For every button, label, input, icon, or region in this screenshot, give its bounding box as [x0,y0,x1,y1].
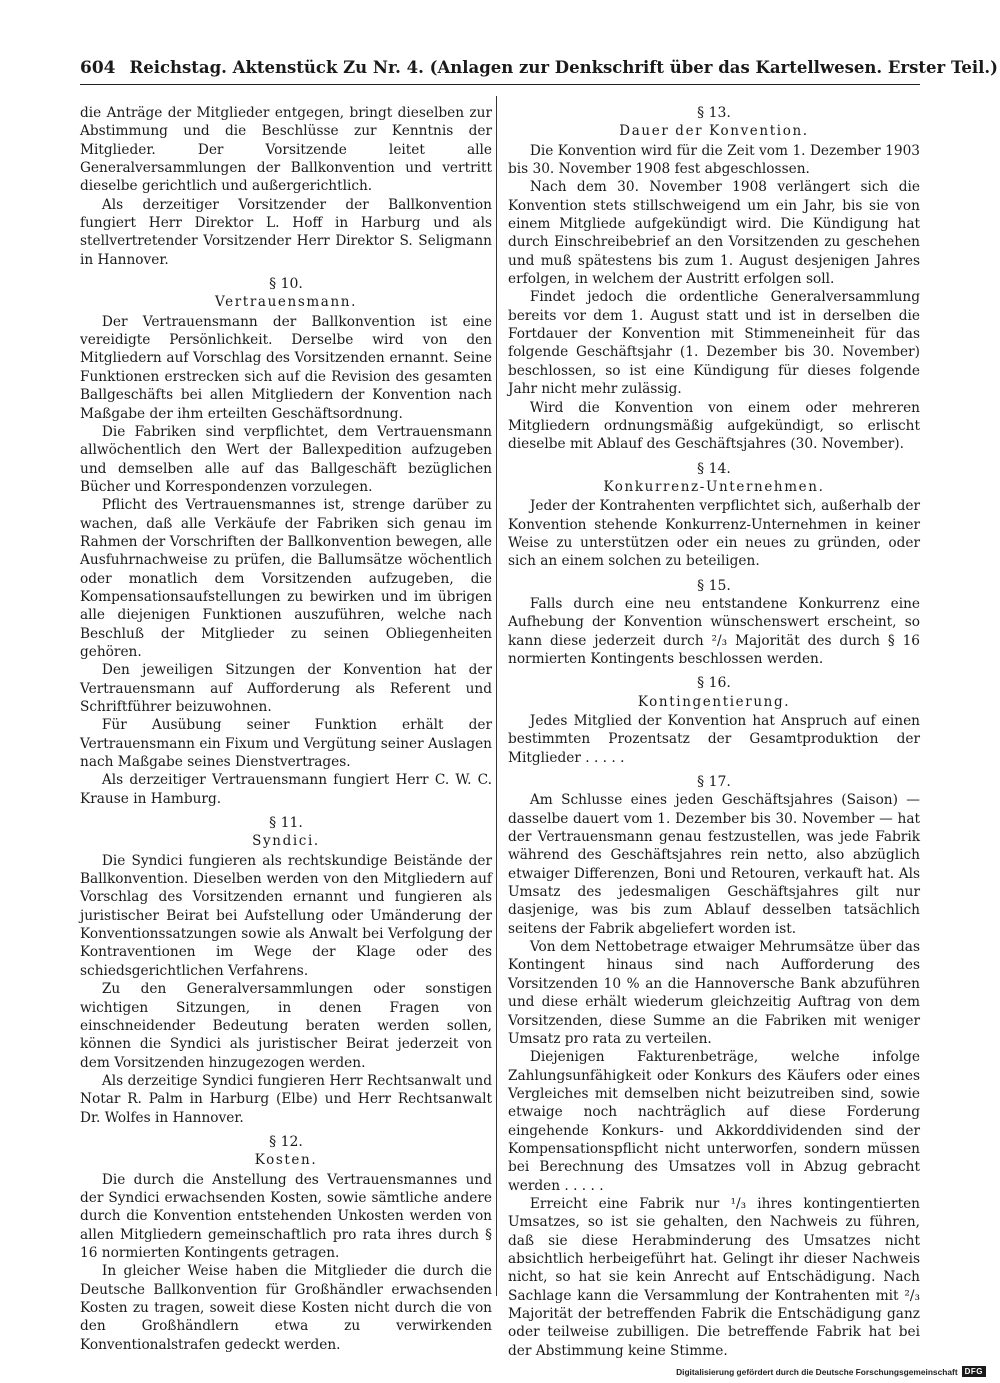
page-number: 604 [80,58,116,78]
section-title: Kontingentierung. [637,693,791,710]
section-title: Vertrauensmann. [214,294,358,311]
paragraph: Pflicht des Vertrauensmannes ist, strenge darüber zu wachen, daß alle Verkäufe der Fabriken sich genau im Rahmen der Vorschriften der Ballkonvention bewegen, alle Ausfuhrnachweise zu prüfen, die Ballumsätze wöchentlich oder monatlich dem Vorsitzenden aufzugeben, die Kompensationsaufstellungen zu bewirken und im übrigen alle diejenigen Funktionen auszuführen, welche nach Beschluß der Mitglieder zu seinen Obliegenheiten gehören. [80,497,492,660]
section-number: § 13. [697,105,731,121]
paragraph: Jeder der Kontrahenten verpflichtet sich, außerhalb der Konvention stehende Konkurrenz-Unternehmen in keiner Weise zu unterstützen oder ein neues zu gründen, oder sich an einem solchen zu beteiligen. [508,498,920,570]
right-column [508,104,920,1360]
section-number: § 17. [697,774,731,791]
section-number: § 14. [697,460,731,477]
section-title: Dauer der Konvention. [619,123,809,140]
section-title: Konkurrenz-Unternehmen. [603,478,825,495]
paragraph: Zu den Generalversammlungen oder sonstigen wichtigen Sitzungen, in denen Fragen von einschneidender Bedeutung beraten werden sollen, können die Syndici als juristischer Beirat jederzeit von dem Vorsitzenden hinzugezogen werden. [80,981,492,1071]
section-number: § 12. [269,1133,303,1150]
paragraph: Von dem Nettobetrage etwaiger Mehrumsätze über das Kontingent hinaus sind nach Aufforderung des Vorsitzenden 10 % an die Hannoversche Bank abzuführen und diese erhält wiederum gleichzeitig Auftrag von dem Vorsitzenden, diese Summe an die Fabriken mit weniger Umsatz pro rata zu verteilen. [508,939,920,1047]
section-heading-14 [508,460,920,497]
dfg-logo: DFG [962,1366,986,1377]
section-heading-17 [508,773,920,791]
paragraph: Den jeweiligen Sitzungen der Konvention hat der Vertrauensmann auf Aufforderung als Referent und Schriftführer beizuwohnen. [80,662,492,715]
paragraph: Als derzeitiger Vertrauensmann fungiert Herr C. W. C. Krause in Hamburg. [80,772,492,807]
section-heading-11 [80,814,492,851]
paragraph: Diejenigen Fakturenbeträge, welche infolge Zahlungsunfähigkeit oder Konkurs des Käufers oder eines Vergleiches mit demselben nicht beizutreiben sind, sowie etwaige noch nachträglich auf diese Forderung eingehende Konkurs- und Akkorddividenden sind der Kompensationspflicht nicht unterworfen, sondern müssen bei Berechnung des Umsatzes voll in Abzug gebracht werden . . . . . [508,1049,920,1194]
paragraph: In gleicher Weise haben die Mitglieder die durch die Deutsche Ballkonvention für Großhändler erwachsenden Kosten zu tragen, soweit diese Kosten nicht durch die von den Großhändlern etwa zu verwirkenden Konventionalstrafen gedeckt werden. [80,1263,492,1353]
section-heading-10 [80,275,492,312]
paragraph: Am Schlusse eines jeden Geschäftsjahres (Saison) — dasselbe dauert vom 1. Dezember bis 30. November — hat der Vertrauensmann genau festzustellen, was jede Fabrik während des Geschäftsjahres rein netto, also abzüglich etwaiger Differenzen, Boni und Retouren, verkauft hat. Als Umsatz des jedesmaligen Geschäftsjahres gilt nur dasjenige, was bis zum Ablauf desselben tatsächlich seitens der Fabrik abgeliefert worden ist. [508,792,920,937]
section-heading-16 [508,674,920,711]
section-title: Syndici. [252,833,320,850]
page-header [80,58,998,85]
running-title: Reichstag. Aktenstück Zu Nr. 4. (Anlagen zur Denkschrift über das Kartellwesen. Erster Teil.) [129,58,998,77]
section-number: § 15. [697,577,731,594]
section-number: § 11. [269,815,303,832]
paragraph: Für Ausübung seiner Funktion erhält der Vertrauensmann ein Fixum und Vergütung seiner Auslagen nach Maßgabe seines Dienstvertrages. [80,717,492,771]
paragraph: Nach dem 30. November 1908 verlängert sich die Konvention stets stillschweigend um ein Jahr, bis sie von einem Mitgliede aufgekündigt wird. Die Kündigung hat durch Einschreibebrief an den Vorsitzenden zu geschehen und muß spätestens bis zum 1. August desjenigen Jahres erfolgen, in welchem der Austritt erfolgen soll. [508,179,920,288]
section-heading-15 [508,577,920,595]
paragraph: Die Syndici fungieren als rechtskundige Beistände der Ballkonvention. Dieselben werden von den Mitgliedern auf Vorschlag des Vorsitzenden ernannt und fungieren als juristischer Beirat bei Aufstellung oder Umänderung der Konventionssatzungen sowie als Anwalt bei Verfolgung der Kontraventionen im Wege der Klage oder des schiedsgerichtlichen Verfahrens. [80,852,492,979]
paragraph: Erreicht eine Fabrik nur ¹/₃ ihres kontingentierten Umsatzes, so ist sie gehalten, den Nachweis zu führen, daß sie diese Herabminderung des Umsatzes nicht absichtlich herbeigeführt hat. Gelingt ihr dieser Nachweis nicht, so hat sie kein Anrecht auf Entschädigung. Nach Sachlage kann die Versammlung der Kontrahenten mit ²/₃ Majorität der betreffenden Fabrik die Entschädigung ganz oder teilweise zubilligen. Die betreffende Fabrik hat bei der Abstimmung keine Stimme. [508,1195,920,1359]
paragraph: Die Fabriken sind verpflichtet, dem Vertrauensmann allwöchentlich den Wert der Ballexpedition aufzugeben und demselben alle auf das Ballgeschäft bezüglichen Bücher und Korrespondenzen vorzulegen. [80,423,492,495]
section-title: Kosten. [254,1152,318,1169]
paragraph: Wird die Konvention von einem oder mehreren Mitgliedern ordnungsmäßig aufgekündigt, so erlischt dieselbe mit Ablauf des Geschäftsjahres (30. November). [508,399,920,453]
section-number: § 10. [269,276,303,293]
section-number: § 16. [697,675,731,692]
paragraph: Als derzeitige Syndici fungieren Herr Rechtsanwalt und Notar R. Palm in Harburg (Elbe) und Herr Rechtsanwalt Dr. Wolfes in Hannover. [80,1072,492,1126]
paragraph: Der Vertrauensmann der Ballkonvention ist eine vereidigte Persönlichkeit. Derselbe wird von den Mitgliedern auf Vorschlag des Vorsitzenden ernannt. Seine Funktionen erstrecken sich auf die Revision des gesamten Ballgeschäfts bei allen Mitgliedern der Konvention nach Maßgabe der ihm erteilten Geschäftsordnung. [80,313,492,422]
column-divider [496,96,497,1296]
digitization-footer [606,1366,986,1377]
paragraph: Jedes Mitglied der Konvention hat Anspruch auf einen bestimmten Prozentsatz der Gesamtproduktion der Mitglieder . . . . . [508,713,920,766]
paragraph: Als derzeitiger Vorsitzender der Ballkonvention fungiert Herr Direktor L. Hoff in Harburg und als stellvertretender Vorsitzender Herr Direktor S. Seligmann in Hannover. [80,196,492,268]
section-heading-12 [80,1133,492,1170]
paragraph: Falls durch eine neu entstandene Konkurrenz eine Aufhebung der Konvention wünschenswert erscheint, so kann diese jederzeit durch ²/₃ Majorität des durch § 16 normierten Kontingents beschlossen werden. [508,595,920,667]
paragraph: Die durch die Anstellung des Vertrauensmannes und der Syndici erwachsenden Kosten, sowie sämtliche andere durch die Konvention entstehenden Unkosten werden von allen Mitgliedern gemeinschaftlich pro rata ihres durch § 16 normierten Kontingents getragen. [80,1171,492,1261]
paragraph: die Anträge der Mitglieder entgegen, bringt dieselben zur Abstimmung und die Beschlüsse zur Kenntnis der Mitglieder. Der Vorsitzende leitet alle Generalversammlungen der Ballkonvention und vertritt dieselbe gerichtlich und außergerichtlich. [80,105,492,195]
paragraph: Findet jedoch die ordentliche Generalversammlung bereits vor dem 1. August statt und ist in derselben die Fortdauer der Konvention mit Stimmeneinheit für das folgende Geschäftsjahr (1. Dezember bis 30. November) beschlossen, so ist eine Kündigung für dieses folgende Jahr nicht mehr zulässig. [508,289,920,398]
footer-text: Digitalisierung gefördert durch die Deutsche Forschungsgemeinschaft [676,1366,958,1377]
paragraph: Die Konvention wird für die Zeit vom 1. Dezember 1903 bis 30. November 1908 fest abgeschlossen. [508,142,920,178]
left-column [80,104,492,1354]
section-heading-13 [508,104,920,141]
